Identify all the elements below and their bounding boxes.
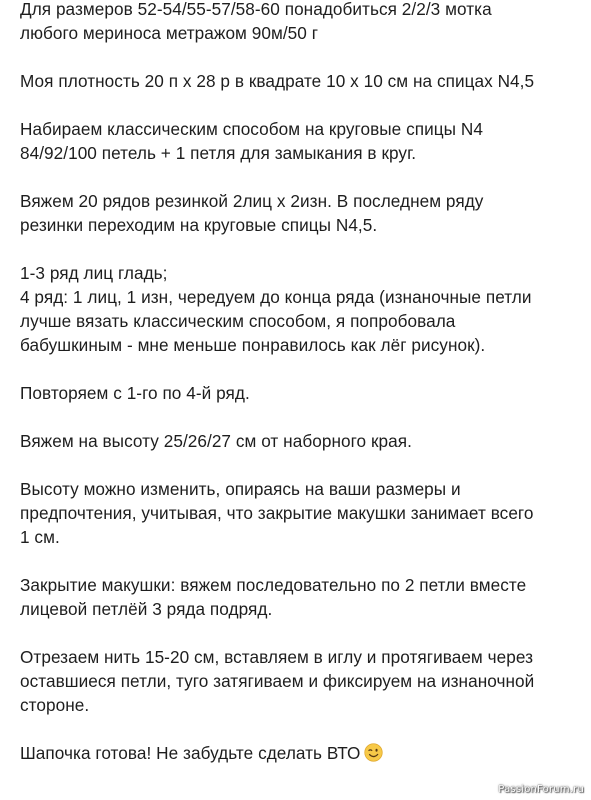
paragraph-ribbing: Вяжем 20 рядов резинкой 2лиц х 2изн. В последнем ряду резинки переходим на круговые спицы N4,5.: [20, 191, 484, 235]
paragraph-gauge: Моя плотность 20 п х 28 р в квадрате 10 х 10 см на спицах N4,5: [20, 71, 535, 91]
paragraph-repeat: Повторяем с 1-го по 4-й ряд.: [20, 383, 250, 403]
paragraph-crown-decrease: Закрытие макушки: вяжем последовательно по 2 петли вместе лицевой петлёй 3 ряда подряд.: [20, 575, 527, 619]
paragraph-done: [20, 741, 586, 765]
paragraph-done-text: Шапочка готова! Не забудьте сделать ВТО: [20, 743, 361, 763]
post-text: [20, 0, 586, 789]
paragraph-height: Вяжем на высоту 25/26/27 см от наборного края.: [20, 431, 412, 451]
paragraph-finishing: Отрезаем нить 15-20 см, вставляем в иглу и протягиваем через оставшиеся петли, туго затягиваем и фиксируем на изнаночной стороне.: [20, 647, 535, 715]
paragraph-sizes-yarn: Для размеров 52-54/55-57/58-60 понадобиться 2/2/3 мотка любого мериноса метражом 90м/50 г: [20, 0, 492, 43]
paragraph-pattern-rows: 1-3 ряд лиц гладь; 4 ряд: 1 лиц, 1 изн, чередуем до конца ряда (изнаночные петли лучше вязать классическим способом, я попробовала бабушкиным - мне меньше понравилось как лёг рисунок).: [20, 263, 532, 355]
paragraph-cast-on: Набираем классическим способом на круговые спицы N4 84/92/100 петель + 1 петля для замыкания в круг.: [20, 119, 483, 163]
winking-face-icon: [364, 743, 383, 762]
site-watermark: PassionForum.ru: [498, 784, 584, 795]
paragraph-height-note: Высоту можно изменить, опираясь на ваши размеры и предпочтения, учитывая, что закрытие макушки занимает всего 1 см.: [20, 479, 534, 547]
